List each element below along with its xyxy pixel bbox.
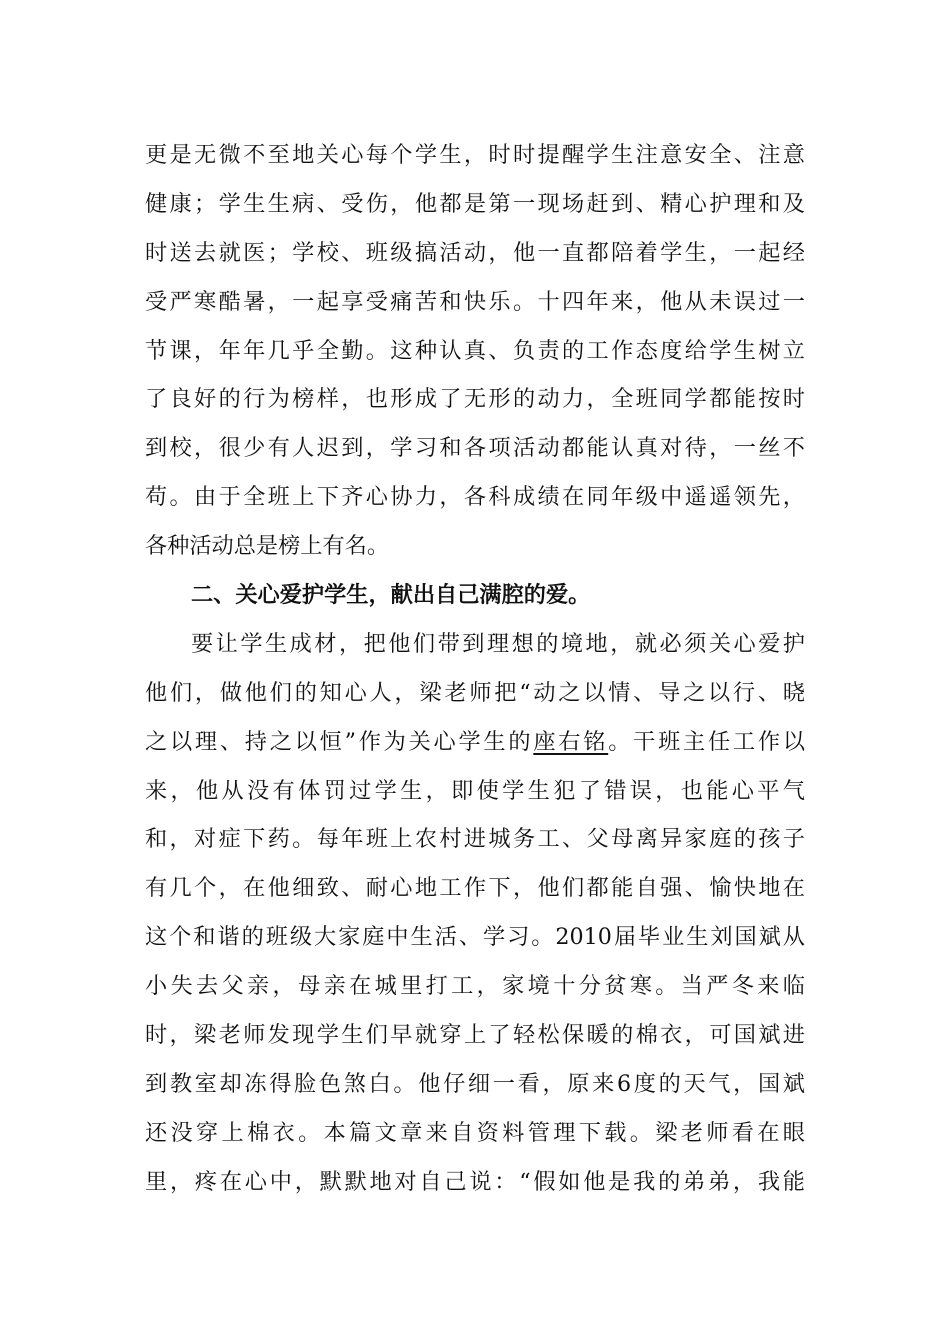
text-line: 这个和谐的班级大家庭中生活、学习。2010届毕业生刘国斌从 (145, 924, 805, 951)
text-line: 节课，年年几乎全勤。这种认真、负责的工作态度给学生树立 (145, 337, 805, 364)
text-line: 来，他从没有体罚过学生，即使学生犯了错误，也能心平气 (145, 777, 805, 804)
text-line: 各种活动总是榜上有名。 (145, 533, 390, 560)
text-line: 更是无微不至地关心每个学生，时时提醒学生注意安全、注意 (145, 142, 805, 168)
text-line: 里，疼在心中，默默地对自己说：“假如他是我的弟弟，我能 (145, 1168, 805, 1195)
text-line (145, 718, 805, 767)
text-line: 时送去就医；学校、班级搞活动，他一直都陪着学生，一起经 (145, 239, 805, 266)
section-heading: 二、关心爱护学生，献出自己满腔的爱。 (191, 582, 591, 609)
text-line: 还没穿上棉衣。本篇文章来自资料管理下载。梁老师看在眼 (145, 1119, 805, 1146)
text-segment: 。干班主任工作以 (608, 728, 805, 755)
text-segment: 之以理、持之以恒”作为关心学生的 (145, 728, 534, 755)
text-line: 时，梁老师发现学生们早就穿上了轻松保暖的棉衣，可国斌进 (145, 1022, 805, 1049)
paragraph-1 (145, 131, 805, 571)
text-line: 他们，做他们的知心人，梁老师把“动之以情、导之以行、晓 (145, 679, 805, 706)
text-line: 要让学生成材，把他们带到理想的境地，就必须关心爱护 (191, 630, 805, 657)
text-line: 到教室却冻得脸色煞白。他仔细一看，原来6度的天气，国斌 (145, 1070, 805, 1097)
text-line: 小失去父亲，母亲在城里打工，家境十分贫寒。当严冬来临 (145, 973, 805, 1000)
document-body (145, 131, 805, 1207)
text-line: 到校，很少有人迟到，学习和各项活动都能认真对待，一丝不 (145, 435, 805, 462)
text-line: 有几个，在他细致、耐心地工作下，他们都能自强、愉快地在 (145, 875, 805, 902)
underlined-term: 座右铭 (533, 728, 609, 755)
text-line: 受严寒酷暑，一起享受痛苦和快乐。十四年来，他从未误过一 (145, 288, 805, 315)
paragraph-2 (145, 620, 805, 1207)
text-line: 健康；学生生病、受伤，他都是第一现场赶到、精心护理和及 (145, 190, 805, 217)
text-line: 苟。由于全班上下齐心协力，各科成绩在同年级中遥遥领先， (145, 484, 805, 511)
text-line: 和，对症下药。每年班上农村进城务工、父母离异家庭的孩子 (145, 826, 805, 853)
text-line: 了良好的行为榜样，也形成了无形的动力，全班同学都能按时 (145, 386, 805, 413)
